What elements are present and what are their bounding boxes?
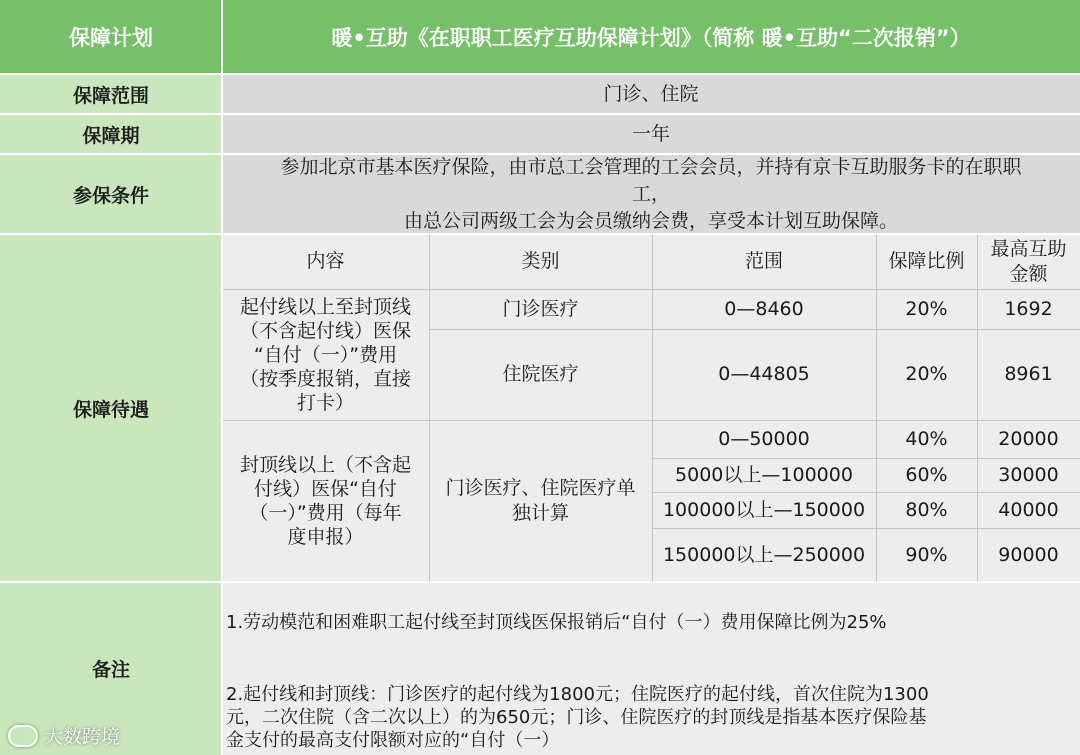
benefits-header-content: 内容 xyxy=(222,234,429,289)
grid-line xyxy=(652,234,653,582)
g1-row1-ratio: 20% xyxy=(876,289,977,329)
period-label: 保障期 xyxy=(0,114,222,154)
g1-row2-ratio: 20% xyxy=(876,329,977,420)
benefits-header-max-line2: 金额 xyxy=(1009,262,1048,285)
benefits-header-max xyxy=(977,234,1080,289)
group1-content-line: 打卡） xyxy=(296,391,354,414)
grid-line xyxy=(876,234,877,582)
g2-row1-max: 20000 xyxy=(977,420,1080,458)
notes-label: 备注 xyxy=(0,582,222,755)
grid-line xyxy=(0,233,1080,235)
note-2-line-c: 金支付的最高支付限额对应的“自付（一） xyxy=(226,730,560,751)
grid-line xyxy=(652,492,1080,493)
grid-line xyxy=(0,73,1080,75)
g1-row1-range: 0—8460 xyxy=(652,289,876,329)
group2-content xyxy=(222,420,429,582)
group2-category-line: 独计算 xyxy=(511,502,569,524)
benefits-header-category: 类别 xyxy=(429,234,652,289)
group1-content xyxy=(222,289,429,420)
watermark-text: 大数跨境 xyxy=(44,726,121,748)
benefits-label: 保障待遇 xyxy=(0,234,222,582)
scope-label: 保障范围 xyxy=(0,74,222,114)
g2-row1-range: 0—50000 xyxy=(652,420,876,458)
note-2-line-b: 元，二次住院（含二次以上）的为650元；门诊、住院医疗的封顶线是指基本医疗保险基 xyxy=(226,707,927,728)
benefits-header-range: 范围 xyxy=(652,234,876,289)
group1-content-line: （按季度报销，直接 xyxy=(239,367,411,390)
group2-category xyxy=(429,420,652,582)
g1-row1-max: 1692 xyxy=(977,289,1080,329)
conditions-value xyxy=(222,154,1080,234)
scope-value: 门诊、住院 xyxy=(222,74,1080,114)
group2-content-line: 封顶线以上（不含起 xyxy=(239,454,411,476)
g1-row2-range: 0—44805 xyxy=(652,329,876,420)
benefits-header-ratio: 保障比例 xyxy=(876,234,977,289)
grid-line xyxy=(0,581,1080,583)
note-1: 1.劳动模范和困难职工起付线至封顶线医保报销后“自付（一）费用保障比例为25% xyxy=(226,612,887,633)
note-2-line-a: 2.起付线和封顶线：门诊医疗的起付线为1800元；住院医疗的起付线，首次住院为1300 xyxy=(226,684,929,705)
grid-line xyxy=(0,113,1080,115)
g2-row2-ratio: 60% xyxy=(876,458,977,492)
grid-line xyxy=(429,234,430,582)
header-plan-label: 保障计划 xyxy=(0,0,222,74)
g2-row3-ratio: 80% xyxy=(876,492,977,528)
g2-row2-max: 30000 xyxy=(977,458,1080,492)
notes-content xyxy=(222,582,1080,755)
g2-row2-range: 5000以上—100000 xyxy=(652,458,876,492)
g2-row4-max: 90000 xyxy=(977,528,1080,582)
grid-line xyxy=(429,329,1080,330)
group2-category-line: 门诊医疗、住院医疗单 xyxy=(445,477,636,499)
group2-content-line: 度申报） xyxy=(287,526,364,548)
grid-line xyxy=(652,458,1080,459)
g2-row4-ratio: 90% xyxy=(876,528,977,582)
period-value: 一年 xyxy=(222,114,1080,154)
conditions-line-2: 工， xyxy=(631,182,670,205)
grid-line xyxy=(222,289,1080,290)
g1-row1-category: 门诊医疗 xyxy=(429,289,652,329)
g1-row2-max: 8961 xyxy=(977,329,1080,420)
header-plan-title: 暖•互助《在职职工医疗互助保障计划》（简称 暖•互助“二次报销”） xyxy=(222,0,1080,74)
group2-content-line: （一）”费用（每年 xyxy=(249,502,402,524)
conditions-label: 参保条件 xyxy=(0,154,222,234)
conditions-line-3: 由总公司两级工会为会员缴纳会费，享受本计划互助保障。 xyxy=(403,209,898,232)
watermark-logo-icon xyxy=(8,725,38,747)
g2-row4-range: 150000以上—250000 xyxy=(652,528,876,582)
grid-line xyxy=(977,234,978,582)
group1-content-line: “自付（一）”费用 xyxy=(253,343,398,366)
watermark xyxy=(8,722,120,749)
g2-row1-ratio: 40% xyxy=(876,420,977,458)
grid-line xyxy=(222,420,1080,421)
group1-content-line: 起付线以上至封顶线 xyxy=(239,295,411,318)
g2-row3-max: 40000 xyxy=(977,492,1080,528)
conditions-line-1: 参加北京市基本医疗保险，由市总工会管理的工会会员，并持有京卡互助服务卡的在职职 xyxy=(280,155,1022,178)
group2-content-line: 付线）医保“自付 xyxy=(254,478,397,500)
grid-line xyxy=(0,153,1080,155)
benefits-header-max-line1: 最高互助 xyxy=(990,237,1067,260)
g2-row3-range: 100000以上—150000 xyxy=(652,492,876,528)
g1-row2-category: 住院医疗 xyxy=(429,329,652,420)
grid-line xyxy=(652,528,1080,529)
group1-content-line: （不含起付线）医保 xyxy=(239,319,411,342)
